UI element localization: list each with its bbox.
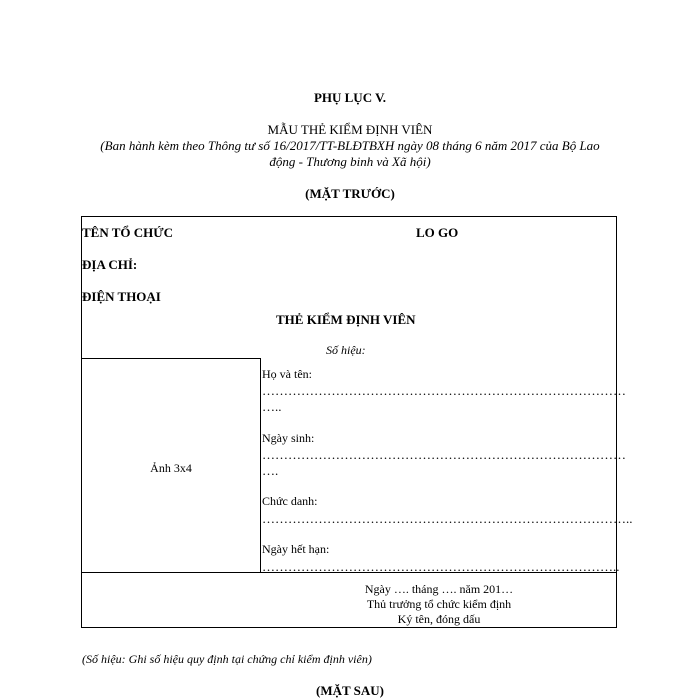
card-title: THẺ KIỂM ĐỊNH VIÊN [276, 312, 416, 327]
form-title: MẪU THẺ KIỂM ĐỊNH VIÊN [267, 122, 433, 137]
serial-number-label: Số hiệu: [326, 343, 366, 357]
serial-number-note: (Số hiệu: Ghi số hiệu quy định tại chứng chỉ kiểm định viên) [82, 652, 372, 666]
field-dots-birth-date: ………………………………………………………………………… [262, 447, 626, 462]
field-dots-expiry-date: ……………………………………………………………………….. [262, 559, 620, 574]
field-label-full-name: Họ và tên: [262, 367, 312, 381]
issued-by-line-1: (Ban hành kèm theo Thông tư số 16/2017/TT-BLĐTBXH ngày 08 tháng 6 năm 2017 của Bộ Lao [100, 138, 600, 153]
issued-by-line-2: động - Thương binh và Xã hội) [269, 154, 431, 169]
front-side-label: (MẶT TRƯỚC) [305, 186, 395, 201]
field-dots-full-name: ………………………………………………………………………… [262, 383, 626, 398]
sign-and-seal-note: Ký tên, đóng dấu [397, 612, 481, 626]
field-dots-full-name-cont: ….. [262, 399, 282, 414]
signature-divider [261, 572, 617, 573]
phone-label: ĐIỆN THOẠI [82, 289, 161, 304]
back-side-label: (MẶT SAU) [315, 683, 384, 698]
address-label: ĐỊA CHỈ: [82, 257, 138, 272]
field-label-expiry-date: Ngày hết hạn: [262, 542, 330, 556]
photo-label: Ảnh 3x4 [150, 461, 192, 475]
field-label-position: Chức danh: [262, 494, 318, 508]
field-dots-birth-date-cont: …. [262, 463, 279, 478]
org-name-label: TÊN TỔ CHỨC [82, 225, 174, 240]
appendix-heading: PHỤ LỤC V. [313, 90, 387, 105]
logo-placeholder: LO GO [416, 225, 459, 240]
date-line: Ngày …. tháng …. năm 201… [364, 582, 514, 596]
field-dots-position: ………………………………………………………………………….. [262, 511, 633, 526]
field-label-birth-date: Ngày sinh: [262, 431, 315, 445]
signer-title: Thủ trưởng tổ chức kiểm định [366, 597, 512, 611]
